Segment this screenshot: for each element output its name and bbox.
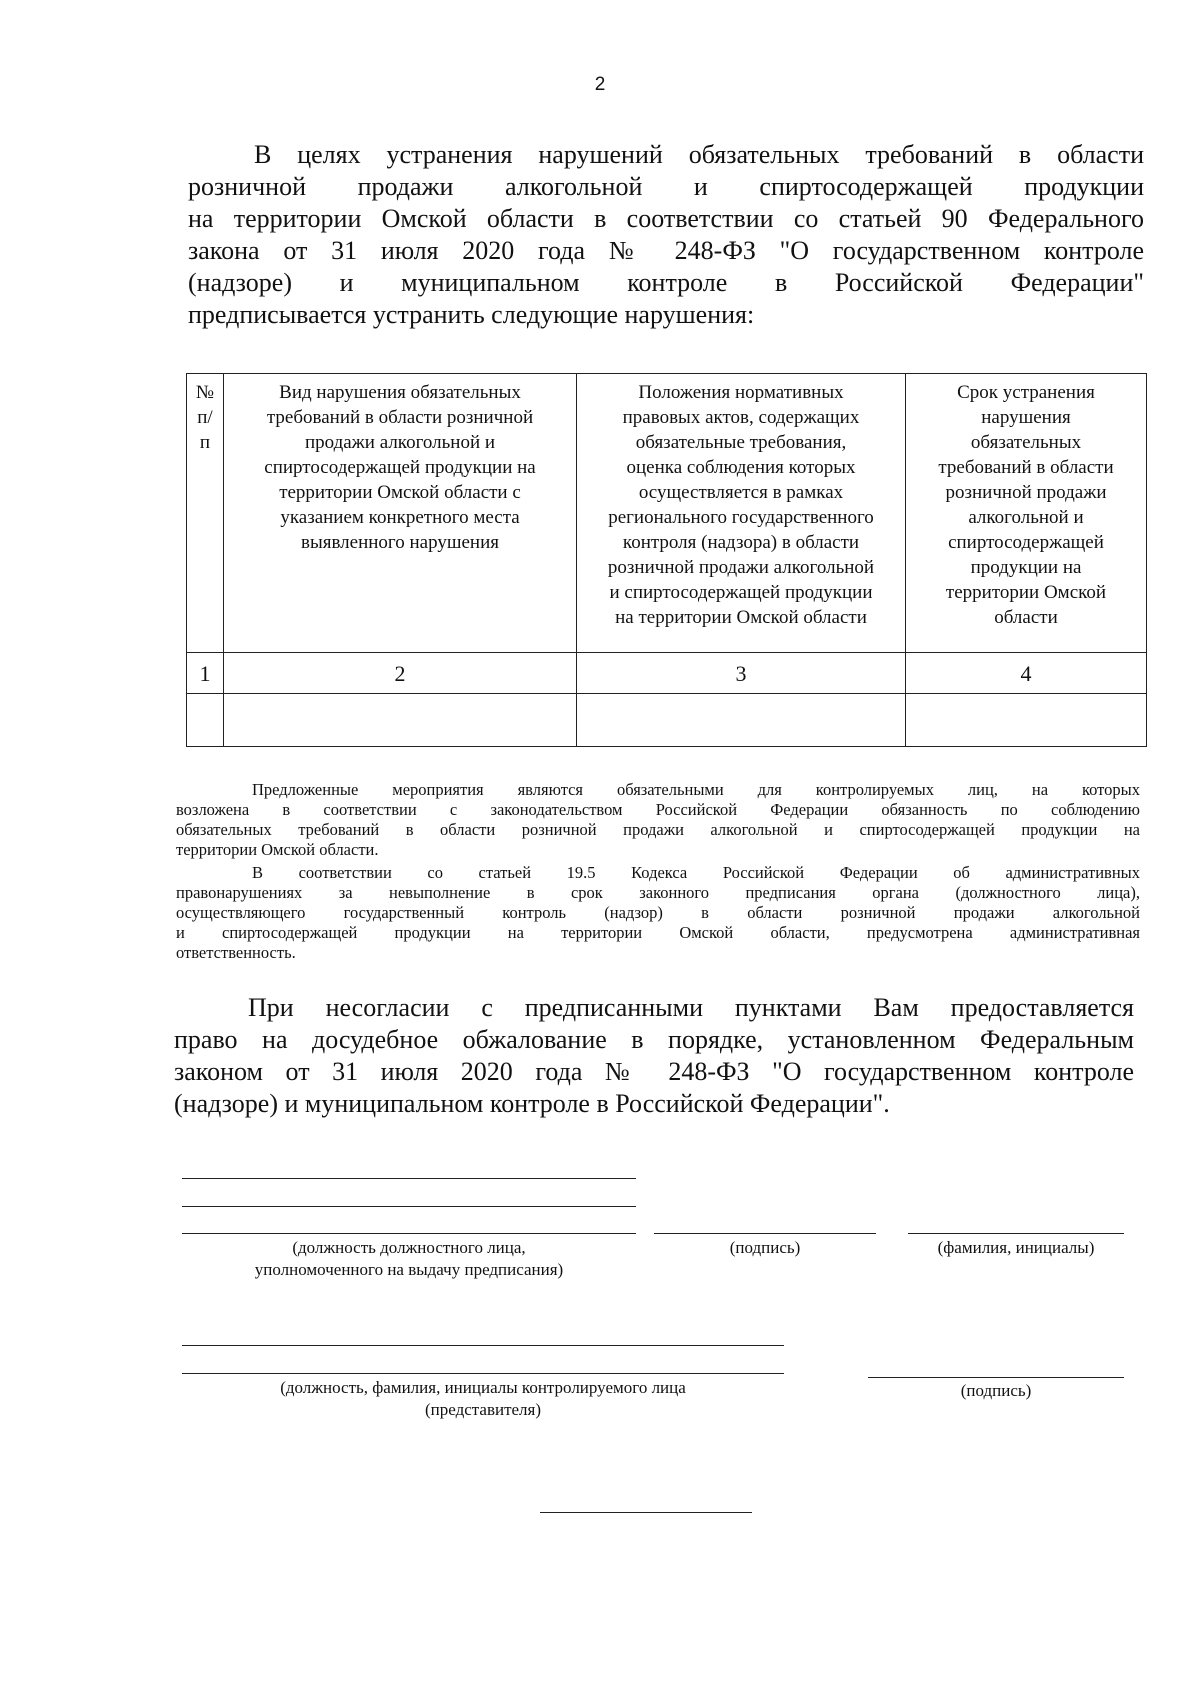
page-number: 2: [594, 74, 606, 95]
note-line: осуществляющего государственный контроль (надзор) в области розничной продажи алкогольной: [176, 903, 1140, 922]
appeal-line: (надзоре) и муниципальном контроле в Российской Федерации".: [174, 1089, 890, 1118]
signature-line: [908, 1233, 1124, 1234]
caption-line: уполномоченного на выдачу предписания): [254, 1260, 564, 1279]
table-row: [187, 694, 1147, 747]
intro-line: В целях устранения нарушений обязательных требований в области: [254, 140, 1144, 169]
table-cell: 1: [187, 653, 224, 694]
signature-line: [182, 1178, 636, 1179]
signature-line: [182, 1206, 636, 1207]
controlled-person-caption: [182, 1377, 784, 1421]
note-line: территории Омской области.: [176, 840, 379, 859]
caption-line: (должность, фамилия, инициалы контролируемого лица: [280, 1378, 686, 1397]
notes-paragraph-2: [176, 863, 1140, 963]
intro-paragraph: [188, 140, 1144, 332]
appeal-line: законом от 31 июля 2020 года № 248-ФЗ "О государственном контроле: [174, 1057, 1134, 1086]
intro-line: (надзоре) и муниципальном контроле в Российской Федерации": [188, 268, 1144, 297]
note-line: В соответствии со статьей 19.5 Кодекса Российской Федерации об административных: [252, 863, 1140, 882]
signature-line: [654, 1233, 876, 1234]
closing-separator: [540, 1512, 752, 1513]
table-row: [187, 653, 1147, 694]
table-cell: 3: [577, 653, 906, 694]
note-line: и спиртосодержащей продукции на территории Омской области, предусмотрена административная: [176, 923, 1140, 942]
signature-line: [182, 1373, 784, 1374]
appeal-line: право на досудебное обжалование в порядке, установленном Федеральным: [174, 1025, 1134, 1054]
table-header-row: [187, 374, 1147, 653]
intro-line: на территории Омской области в соответствии со статьей 90 Федерального: [188, 204, 1144, 233]
signature-line: [182, 1345, 784, 1346]
intro-line: предписывается устранить следующие нарушения:: [188, 300, 755, 329]
controlled-signature-caption: (подпись): [960, 1381, 1032, 1400]
official-position-caption: [182, 1237, 636, 1281]
table-header-cell: [577, 374, 906, 653]
header-legal-provisions: Положения нормативных правовых актов, содержащих обязательные требования, оценка соблюдения которых осуществляется в рамках регионального государственного контроля (надзора) в области розничной продажи алкогольной и спиртосодержащей продукции на территории Омской области: [607, 382, 875, 628]
name-caption: (фамилия, инициалы): [937, 1238, 1095, 1257]
signature-line: [868, 1377, 1124, 1378]
table-cell: 2: [224, 653, 577, 694]
table-header-cell: [187, 374, 224, 653]
intro-line: розничной продажи алкогольной и спиртосодержащей продукции: [188, 172, 1144, 201]
intro-line: закона от 31 июля 2020 года № 248-ФЗ "О государственном контроле: [188, 236, 1144, 265]
caption-line: (должность должностного лица,: [292, 1238, 526, 1257]
appeal-paragraph: [174, 993, 1134, 1121]
table-cell: [577, 694, 906, 747]
table-cell: [906, 694, 1147, 747]
violations-table: [186, 373, 1147, 747]
notes-paragraph-1: [176, 780, 1140, 860]
table-header-cell: [224, 374, 577, 653]
header-deadline: Срок устранения нарушения обязательных требований в области розничной продажи алкогольной и спиртосодержащей продукции на территории Омской области: [938, 382, 1114, 628]
note-line: правонарушениях за невыполнение в срок законного предписания органа (должностного лица),: [176, 883, 1140, 902]
table-cell: 4: [906, 653, 1147, 694]
note-line: обязательных требований в области розничной продажи алкогольной и спиртосодержащей продукции на: [176, 820, 1140, 839]
table-cell: [224, 694, 577, 747]
note-line: Предложенные мероприятия являются обязательными для контролируемых лиц, на которых: [252, 780, 1140, 799]
note-line: ответственность.: [176, 943, 296, 962]
appeal-line: При несогласии с предписанными пунктами Вам предоставляется: [248, 993, 1134, 1022]
signature-caption: (подпись): [729, 1238, 801, 1257]
signature-line: [182, 1233, 636, 1234]
header-violation-type: Вид нарушения обязательных требований в области розничной продажи алкогольной и спиртосодержащей продукции на территории Омской области с указанием конкретного места выявленного нарушения: [264, 382, 536, 553]
table-header-cell: [906, 374, 1147, 653]
header-number: № п/ п: [195, 382, 215, 453]
caption-line: (представителя): [424, 1400, 542, 1419]
note-line: возложена в соответствии с законодательством Российской Федерации обязанность по соблюдению: [176, 800, 1140, 819]
table-cell: [187, 694, 224, 747]
